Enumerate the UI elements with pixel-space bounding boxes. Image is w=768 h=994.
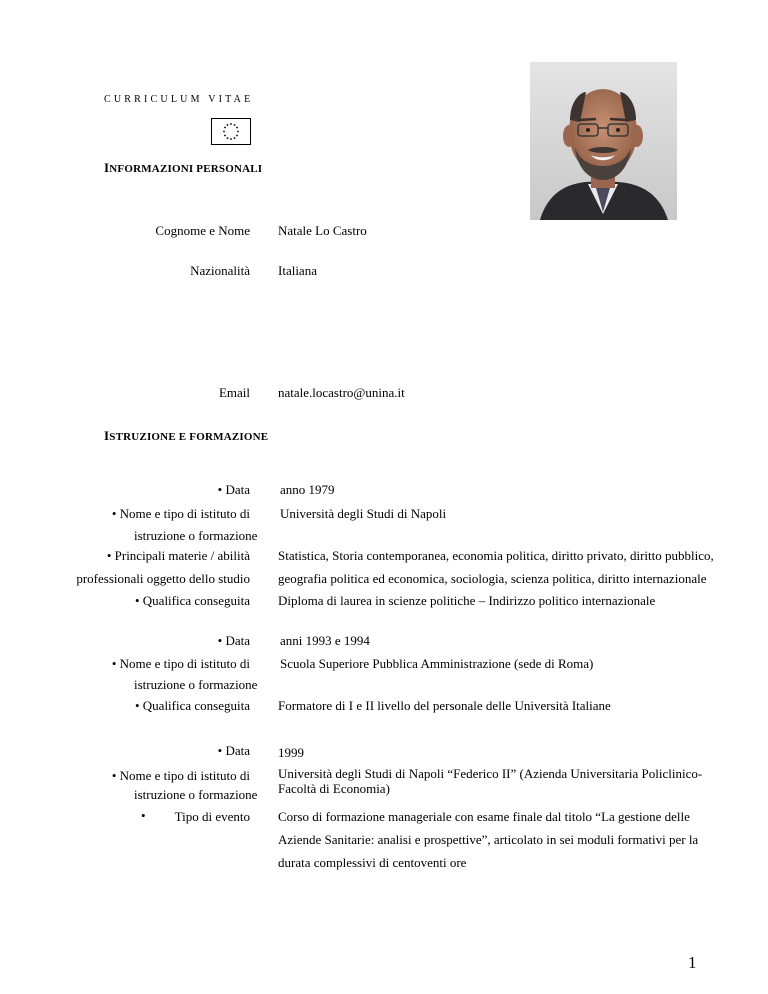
entry3-event-label: Tipo di evento (174, 809, 250, 824)
nationality-value: Italiana (278, 263, 317, 278)
entry3-event-value-line1: Corso di formazione manageriale con esame finale dal titolo “La gestione delle (278, 809, 690, 824)
entry1-date-value: anno 1979 (280, 482, 335, 497)
entry3-event-bullet: • (141, 808, 146, 823)
entry3-event-value-line2: Aziende Sanitarie: analisi e prospettive”, articolato in sei moduli formativi per la (278, 832, 699, 847)
nationality-label: Nazionalità (190, 263, 250, 278)
entry3-institute-label-line2: istruzione o formazione (134, 787, 258, 802)
entry3-event-value-line3: durata complessivi di centoventi ore (278, 855, 467, 870)
cv-title: CURRICULUM VITAE (104, 94, 254, 105)
email-label: Email (218, 385, 250, 400)
entry1-date-label: • Data (217, 482, 250, 497)
entry3-institute-value-line2: Facoltà di Economia) (278, 781, 390, 796)
entry2-qualification-value: Formatore di I e II livello del personale delle Università Italiane (278, 698, 611, 713)
entry2-institute-label-line1: • Nome e tipo di istituto di (111, 656, 250, 671)
entry3-institute-label-line1: • Nome e tipo di istituto di (111, 768, 250, 783)
personal-info-heading: INFORMAZIONI PERSONALI (104, 160, 263, 175)
profile-photo (530, 62, 677, 220)
entry2-date-value: anni 1993 e 1994 (280, 633, 370, 648)
entry3-date-label: • Data (217, 743, 250, 758)
entry1-institute-label-line1: • Nome e tipo di istituto di (111, 506, 250, 521)
entry1-institute-value: Università degli Studi di Napoli (280, 506, 447, 521)
page-number: 1 (688, 953, 697, 972)
eu-flag-icon (211, 118, 251, 145)
entry3-date-value: 1999 (278, 745, 304, 760)
entry1-subjects-label-line1: • Principali materie / abilità (106, 548, 250, 563)
entry2-date-label: • Data (217, 633, 250, 648)
entry3-institute-value-line1: Università degli Studi di Napoli “Federico II” (Azienda Universitaria Policlinico- (278, 766, 703, 781)
name-label: Cognome e Nome (155, 223, 250, 238)
name-value: Natale Lo Castro (278, 223, 367, 238)
education-heading: ISTRUZIONE E FORMAZIONE (104, 428, 269, 443)
entry2-institute-value: Scuola Superiore Pubblica Amministrazione (sede di Roma) (280, 656, 594, 671)
entry2-institute-label-line2: istruzione o formazione (134, 677, 258, 692)
entry1-subjects-value-line2: geografia politica ed economica, sociologia, scienza politica, diritto internazionale (278, 571, 707, 586)
entry1-qualification-label: • Qualifica conseguita (134, 593, 250, 608)
entry2-qualification-label: • Qualifica conseguita (134, 698, 250, 713)
entry1-institute-label-line2: istruzione o formazione (134, 528, 258, 543)
entry1-subjects-label-line2: professionali oggetto dello studio (76, 571, 250, 586)
entry1-qualification-value: Diploma di laurea in scienze politiche – Indirizzo politico internazionale (278, 593, 656, 608)
email-value[interactable]: natale.locastro@unina.it (278, 385, 405, 400)
entry1-subjects-value-line1: Statistica, Storia contemporanea, economia politica, diritto privato, diritto pubblico, (278, 548, 714, 563)
